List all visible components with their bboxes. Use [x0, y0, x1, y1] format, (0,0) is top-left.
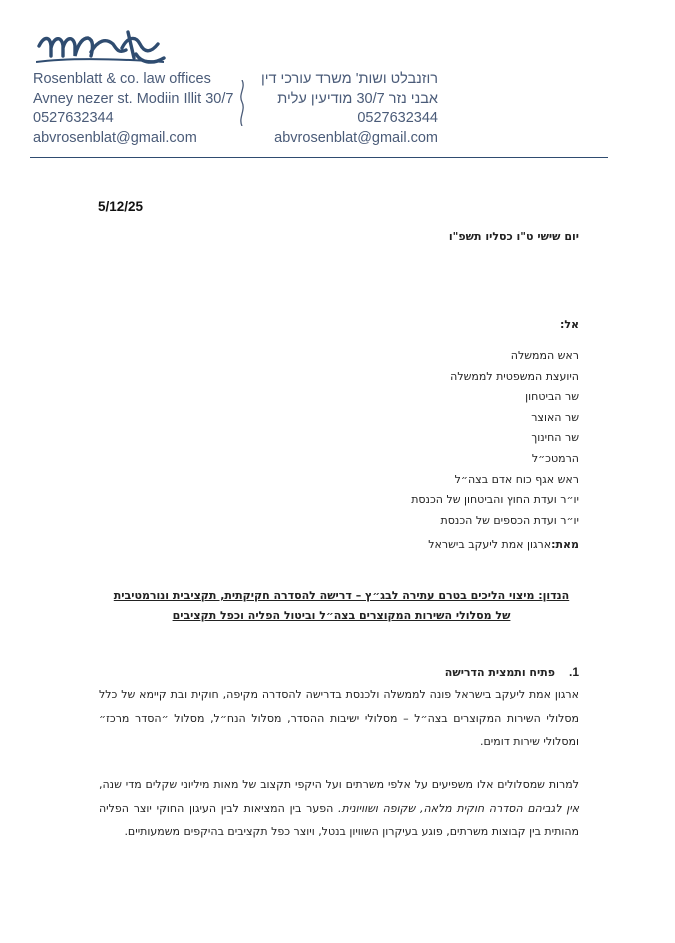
recipients-list — [411, 346, 579, 531]
header-divider-icon — [236, 80, 248, 126]
subject — [104, 586, 579, 626]
recipient: שר הביטחון — [525, 390, 579, 404]
phone-en: 0527632344 — [33, 110, 114, 126]
paragraph-2 — [99, 773, 579, 844]
phone-he: 0527632344 — [357, 110, 438, 126]
email-he: abvrosenblat@gmail.com — [274, 129, 438, 146]
to-label: אל: — [559, 318, 579, 331]
recipient: יו״ר ועדת החוץ והביטחון של הכנסת — [411, 493, 579, 507]
firm-logo — [36, 18, 166, 66]
address-en: Avney nezer st. Modiin Illit 30/7 — [33, 90, 234, 107]
paragraph-2-part-2: הפער בין המציאות לבין העיגון החוקי יוצר הפליה מהותית בין קבוצות משרתים, פוגע בעיקרון השוויון בנטל, ויוצר כפל תקציבים בהיקפים משמעותיים. — [99, 801, 579, 838]
subject-line-2: של מסלולי השירות המקוצרים בצה״ל וביטול הפליה וכפל תקציבים — [172, 609, 511, 622]
header-english — [33, 70, 233, 148]
from-value: ארגון אמת ליעקב בישראל — [428, 538, 552, 551]
header-hebrew — [261, 70, 438, 148]
header-rule — [30, 157, 608, 158]
hebrew-date: יום שישי ט"ו כסליו תשפ"ו — [448, 230, 579, 243]
letter-date: 5/12/25 — [98, 199, 144, 214]
recipient: שר האוצר — [531, 410, 579, 424]
recipient: היועצת המשפטית לממשלה — [450, 369, 579, 383]
recipient: יו״ר ועדת הכספים של הכנסת — [440, 513, 579, 527]
paragraph-1: ארגון אמת ליעקב בישראל פונה לממשלה ולכנסת בדרישה להסדרה מקיפה, חוקית ובת קיימא של כלל מסלולי השירות המקוצרים בצה״ל – מסלולי ישיבות ההסדר, מסלול הנח״ל, מסלול ״הסדר מרכז״ ומסלולי שירות דומים. — [99, 688, 579, 748]
recipient: ראש הממשלה — [510, 349, 579, 362]
firm-name-en: Rosenblatt & co. law offices — [33, 71, 211, 87]
recipient: שר החינוך — [531, 431, 579, 445]
recipient: ראש אגף כוח אדם בצה״ל — [454, 472, 579, 486]
address-he: אבני נזר 30/7 מודיעין עלית — [277, 90, 438, 107]
subject-line-1: הנדון: מיצוי הליכים בטרם עתירה לבג״ץ – דרישה להסדרה חקיקתית, תקציבית ונורמטיבית — [113, 589, 570, 602]
email-en: abvrosenblat@gmail.com — [33, 129, 197, 146]
section-number: 1. — [568, 665, 579, 679]
paragraph-2-emphasis: אין לגביהם הסדרה חוקית מלאה, שקופה ושוויונית. — [338, 801, 580, 815]
recipient: הרמטכ״ל — [531, 451, 579, 465]
from-label: מאת: — [551, 538, 579, 551]
section-title: פתיח ותמצית הדרישה — [444, 666, 555, 679]
from-line — [428, 538, 579, 551]
firm-name-he: רוזנבלט ושות' משרד עורכי דין — [260, 71, 438, 87]
section-1-heading — [445, 665, 579, 679]
paragraph-2-part-1: למרות שמסלולים אלו משפיעים על אלפי משרתים ועל היקפי תקצוב של מאות מיליוני שקלים מדי שנה, — [99, 778, 579, 791]
